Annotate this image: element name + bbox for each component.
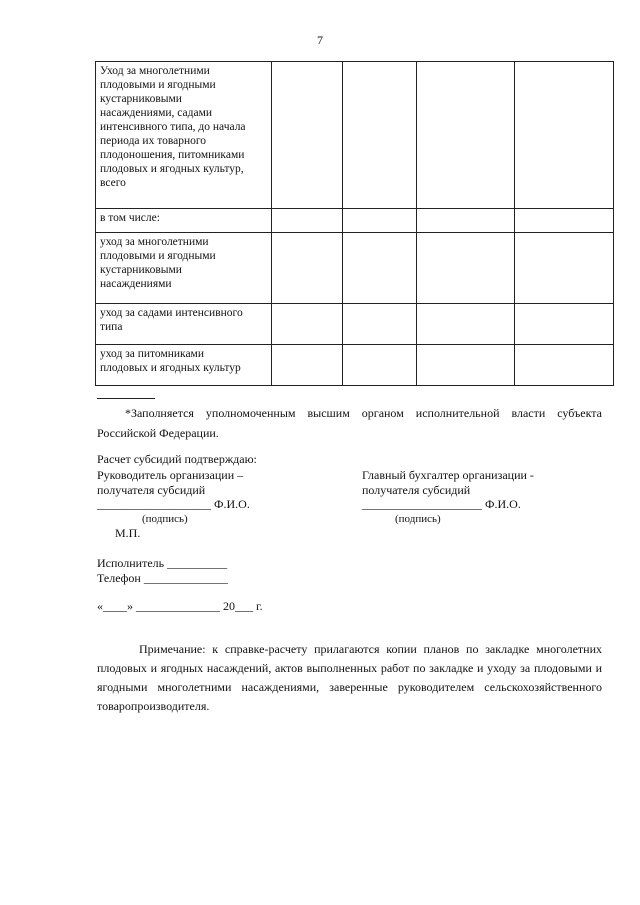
table-cell	[417, 304, 515, 345]
accountant-signature-caption: (подпись)	[395, 513, 441, 525]
note-paragraph: Примечание: к справке-расчету прилагаются копии планов по закладке многолетних плодовых и ягодных насаждений, актов выполненных работ по закладке и уходу за плодовыми и ягодными многолетними насаждениями, заверенные руководителем сельскохозяйственного товаропроизводителя.	[97, 642, 602, 713]
table-cell	[272, 62, 343, 209]
executor-line: Исполнитель __________	[97, 556, 228, 570]
row-label: уход за многолетними плодовыми и ягодными кустарниковыми насаждениями	[96, 233, 272, 304]
row-label: уход за питомниками плодовых и ягодных культур	[96, 345, 272, 386]
table-cell	[515, 304, 614, 345]
subsidy-table	[95, 61, 614, 386]
table-cell	[515, 209, 614, 233]
table-cell	[515, 62, 614, 209]
footnote: *Заполняется уполномоченным высшим органом исполнительной власти субъекта Российской Федерации.	[97, 406, 602, 440]
confirm-title: Расчет субсидий подтверждаю:	[97, 452, 257, 466]
footnote-divider	[97, 398, 155, 399]
table-cell	[343, 233, 417, 304]
row-label: Уход за многолетними плодовыми и ягодными кустарниковыми насаждениями, садами интенсивного типа, до начала периода их товарного плодоношения, питомниками плодовых и ягодных культур, всего	[96, 62, 272, 209]
table-cell	[272, 209, 343, 233]
phone-line: Телефон ______________	[97, 571, 228, 585]
date-line: «____» ______________ 20___ г.	[97, 599, 263, 613]
table-cell	[343, 62, 417, 209]
accountant-title-line1: Главный бухгалтер организации -	[362, 468, 534, 482]
accountant-signature-line: ____________________ Ф.И.О.	[362, 497, 521, 511]
table-cell	[272, 304, 343, 345]
accountant-title-line2: получателя субсидий	[362, 483, 471, 497]
table-cell	[343, 209, 417, 233]
table-cell	[417, 345, 515, 386]
head-signature-line: ___________________ Ф.И.О.	[97, 497, 250, 511]
table-row	[96, 233, 614, 304]
head-title-line2: получателя субсидий	[97, 483, 206, 497]
row-label: в том числе:	[96, 209, 272, 233]
table-row	[96, 209, 614, 233]
table-row	[96, 345, 614, 386]
table-row	[96, 62, 614, 209]
head-title-line1: Руководитель организации –	[97, 468, 244, 482]
table-cell	[343, 345, 417, 386]
table-cell	[343, 304, 417, 345]
table-cell	[417, 62, 515, 209]
table-cell	[272, 233, 343, 304]
table-cell	[515, 233, 614, 304]
table-cell	[417, 209, 515, 233]
table-cell	[515, 345, 614, 386]
table-row	[96, 304, 614, 345]
row-label: уход за садами интенсивного типа	[96, 304, 272, 345]
head-signature-caption: (подпись)	[142, 513, 188, 525]
page-number: 7	[317, 33, 323, 47]
table-cell	[417, 233, 515, 304]
stamp-label: М.П.	[115, 526, 141, 540]
table-cell	[272, 345, 343, 386]
